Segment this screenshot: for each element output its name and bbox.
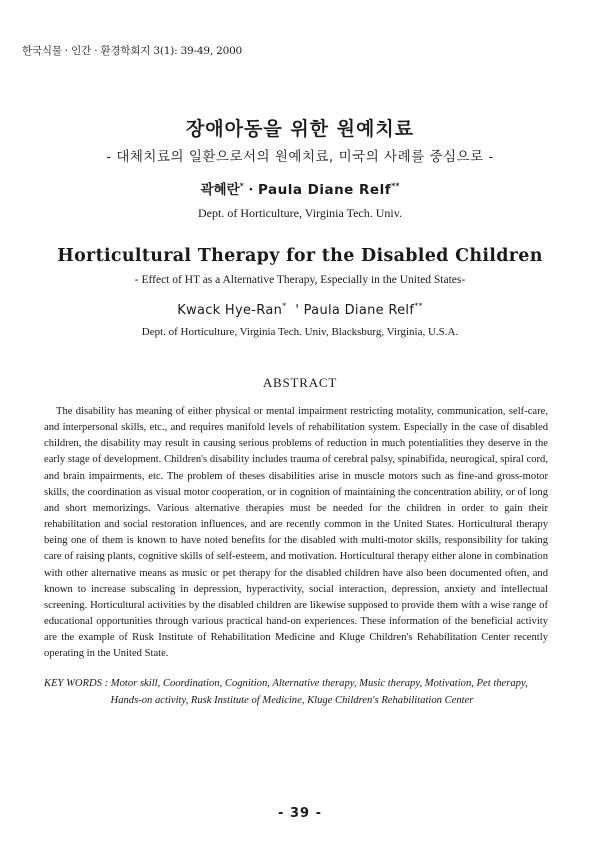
english-affiliation: Dept. of Horticulture, Virginia Tech. Univ, Blacksburg, Virginia, U.S.A. <box>141 326 459 338</box>
keywords-line-2: Hands-on activity, Rusk Institute of Medicine, Kluge Children's Rehabilitation Center <box>110 694 474 706</box>
abstract-heading: ABSTRACT <box>262 375 338 390</box>
author-separator: · <box>243 182 258 198</box>
journal-header: 한국식물 · 인간 · 환경학회지 3(1): 39-49, 2000 <box>22 45 243 57</box>
english-title: Horticultural Therapy for the Disabled Children <box>57 246 543 266</box>
korean-subtitle: - 대체치료의 일환으로서의 원예치료, 미국의 사례를 중심으로 - <box>106 149 494 165</box>
korean-authors <box>0 178 600 198</box>
english-author-separator: ' <box>286 303 304 318</box>
keywords-label: KEY WORDS : <box>44 678 109 689</box>
author-1-mark: * <box>239 180 244 191</box>
keywords-line-1: Motor skill, Coordination, Cognition, Alternative therapy, Music therapy, Motivation, Pet therapy, <box>108 678 528 689</box>
english-author-1-mark: * <box>282 301 287 311</box>
korean-title: 장애아동을 위한 원예치료 <box>185 118 415 140</box>
korean-author-2: Paula Diane Relf <box>257 182 392 198</box>
english-author-1: Kwack Hye-Ran <box>177 303 283 318</box>
korean-affiliation: Dept. of Horticulture, Virginia Tech. Univ. <box>198 206 402 220</box>
abstract-body: The disability has meaning of either physical or mental impairment restricting motality, communication, self-care, and interpersonal skills, etc., and requires manifold levels of rehabilitation system. Especially in the case of disabled children, the disability may result in causing serious problems of reduction in much potentialities they deserve in the early stage of development. Children's disability includes trauma of cerebral palsy, spinabifida, neurogical, spiral cord, and brain impairments, etc. The problem of theses disabilities arise in muscle motors such as fine-and gross-motor skills, the coordination as visual motor cooperation, or in cognition of maintaining the concentration ability, or of long and short memorizings. Various alternative therapies must be needed for the children in order to gain their rehabilitation and social restoration influences, and are recently common in the United States. Horticultural therapy being one of them is known to have noted benefits for the disabled with multi-motor skills, responsibility for taking care of raising plants, cognitive skills of self-esteem, and motivation. Horticultural therapy either alone in combination with other alternative means as music or pet therapy for the disabled children have also been documented often, and known to increase subscaling in depression, hyperactivity, social interaction, depression, anxiety and intellectual screening. Horticultural activities by the disabled children are likewise supposed to provide them with a wise range of educational opportunities through various practical hand-on experiences. These information of the beneficial activity are the example of Rusk Institute of Rehabilitation Medicine and Kluge Children's Rehabilitation Center recently operating in the United State. <box>44 406 548 660</box>
korean-author-1: 곽혜란 <box>200 182 240 198</box>
keywords <box>44 676 560 709</box>
english-subtitle: - Effect of HT as a Alternative Therapy, Especially in the United States- <box>134 274 466 286</box>
english-author-2: Paula Diane Relf <box>303 303 415 318</box>
page-number: - 39 - <box>278 806 322 821</box>
english-author-2-mark: ** <box>414 301 423 311</box>
author-2-mark: ** <box>391 180 400 191</box>
english-authors <box>0 303 600 318</box>
